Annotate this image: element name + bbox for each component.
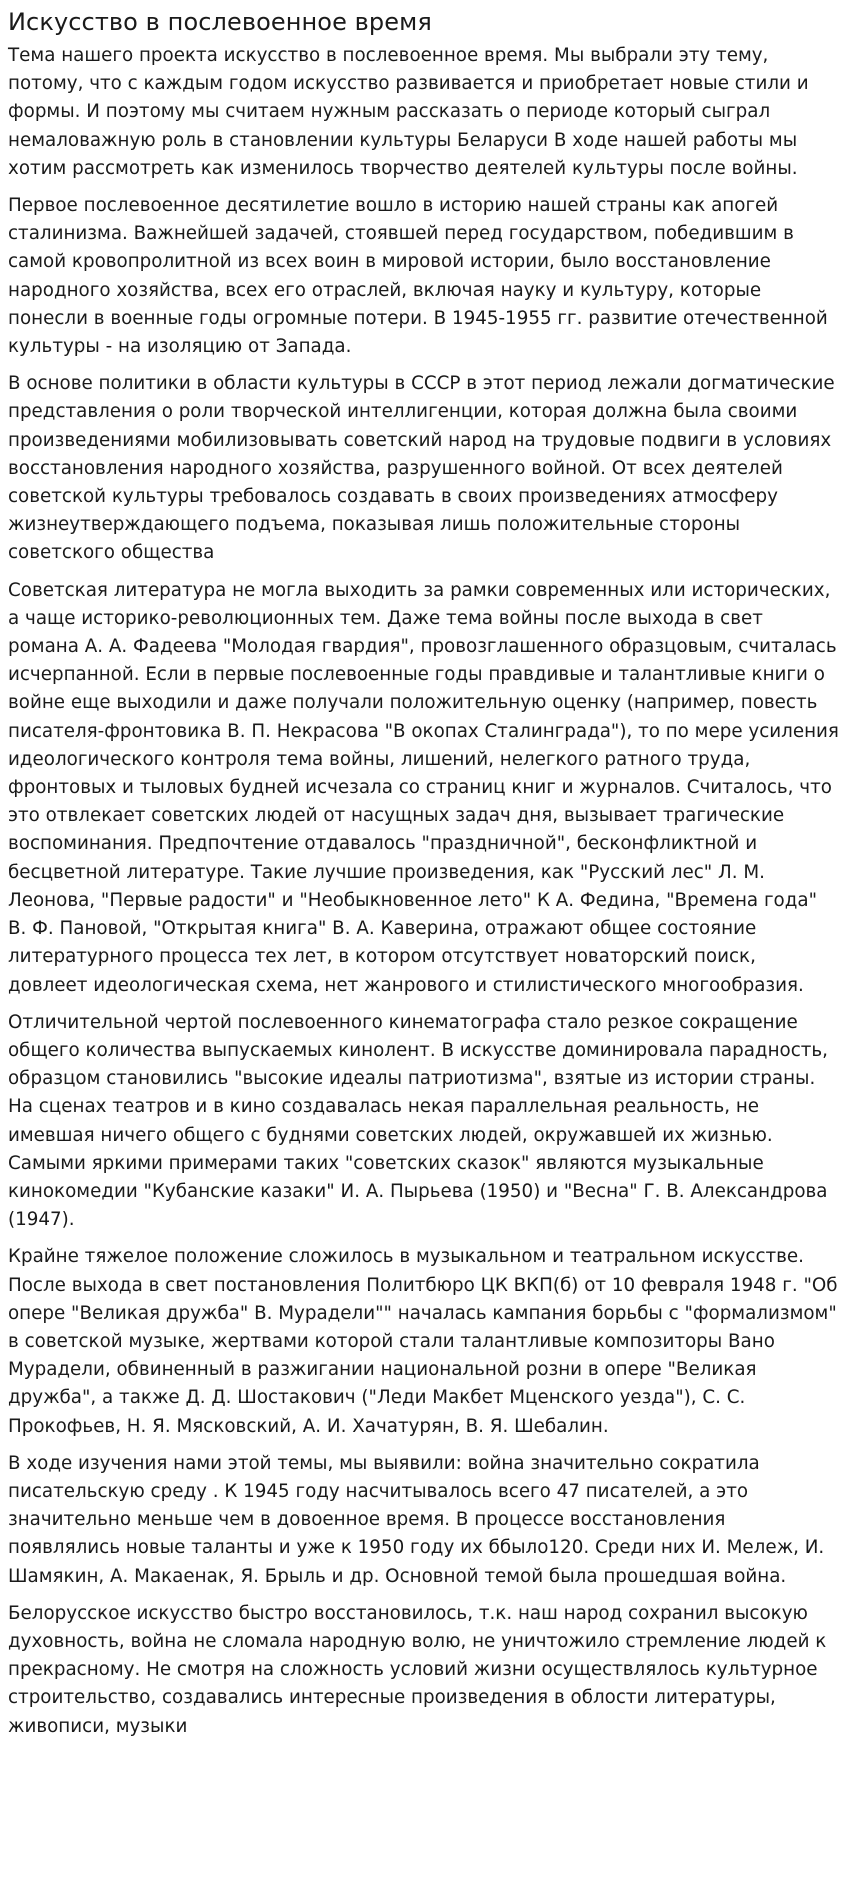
paragraph-postwar-decade: Первое послевоенное десятилетие вошло в историю нашей страны как апогей сталинизма. Важнейшей задачей, стоявшей перед государством, победившим в самой кровопролитной из всех воин в мировой истории, было восстановление народного хозяйства, всех его отраслей, включая науку и культуру, которые понесли в военные годы огромные потери. В 1945-1955 гг. развитие отечественной культуры - на изоляцию от Запада. [8, 195, 828, 358]
paragraph-cinema: Отличительной чертой послевоенного кинематографа стало резкое сокращение общего количества выпускаемых кинолент. В искусстве доминировала парадность, образцом становились "высокие идеалы патриотизма", взятые из истории страны. На сценах театров и в кино создавалась некая параллельная реальность, не имевшая ничего общего с буднями советских людей, окружавшей их жизнью. Самыми яркими примерами таких "советских сказок" являются музыкальные кинокомедии "Кубанские казаки" И. А. Пырьева (1950) и "Весна" Г. В. Александрова (1947). [8, 1011, 828, 1231]
paragraph-intro: Тема нашего проекта искусство в послевоенное время. Мы выбрали эту тему, потому, что с каждым годом искусство развивается и приобретает новые стили и формы. И поэтому мы считаем нужным рассказать о периоде который сыграл немаловажную роль в становлении культуры Беларуси В ходе нашей работы мы хотим рассмотреть как изменилось творчество деятелей культуры после войны. [8, 45, 809, 179]
paragraph-culture-policy: В основе политики в области культуры в СССР в этот период лежали догматические представления о роли творческой интеллигенции, которая должна была своими произведениями мобилизовывать советский народ на трудовые подвиги в условиях восстановления народного хозяйства, разрушенного войной. От всех деятелей советской культуры требовалось создавать в своих произведениях атмосферу жизнеутверждающего подъема, показывая лишь положительные стороны советского общества [8, 373, 835, 564]
document-page [0, 8, 847, 1741]
paragraph-literature: Советская литература не могла выходить за рамки современных или исторических, а чаще историко-революционных тем. Даже тема войны после выхода в свет романа А. А. Фадеева "Молодая гвардия", провозглашенного образцовым, считалась исчерпанной. Если в первые послевоенные годы правдивые и талантливые книги о войне еще выходили и даже получали положительную оценку (например, повесть писателя-фронтовика В. П. Некрасова "В окопах Сталинграда"), то по мере усиления идеологического контроля тема войны, лишений, нелегкого ратного труда, фронтовых и тыловых будней исчезала со страниц книг и журналов. Считалось, что это отвлекает советских людей от насущных задач дня, вызывает трагические воспоминания. Предпочтение отдавалось "праздничной", бесконфликтной и бесцветной литературе. Такие лучшие произведения, как "Русский лес" Л. М. Леонова, "Первые радости" и "Необыкновенное лето" К А. Федина, "Времена года" В. Ф. Пановой, "Открытая книга" В. А. Каверина, отражают общее состояние литературного процесса тех лет, в котором отсутствует новаторский поиск, довлеет идеологическая схема, нет жанрового и стилистического многообразия. [8, 579, 839, 996]
paragraph-music-theatre: Крайне тяжелое положение сложилось в музыкальном и театральном искусстве. После выхода в свет постановления Политбюро ЦК ВКП(б) от 10 февраля 1948 г. "Об опере "Великая дружба" В. Мурадели"" началась кампания борьбы с "формализмом" в советской музыке, жертвами которой стали талантливые композиторы Вано Мурадели, обвиненный в разжигании национальной розни в опере "Великая дружба", а также Д. Д. Шостакович ("Леди Макбет Мценского уезда"), С. С. Прокофьев, Н. Я. Мясковский, А. И. Хачатурян, В. Я. Шебалин. [8, 1246, 838, 1437]
paragraph-findings: В ходе изучения нами этой темы, мы выявили: война значительно сократила писательскую среду . К 1945 году насчитывалось всего 47 писателей, а это значительно меньше чем в довоенное время. В процессе восстановления появлялись новые таланты и уже к 1950 году их ббыло120. Среди них И. Мележ, И. Шамякин, А. Макаенак, Я. Брыль и др. Основной темой была прошедшая война. [8, 1452, 825, 1587]
page-title: Искусство в послевоенное время [8, 8, 432, 36]
paragraph-conclusion: Белорусское искусство быстро восстановилось, т.к. наш народ сохранил высокую духовность, война не сломала народную волю, не уничтожило стремление людей к прекрасному. Не смотря на сложность условий жизни осуществлялось культурное строительство, создавались интересные произведения в облости литературы, живописи, музыки [8, 1602, 827, 1737]
